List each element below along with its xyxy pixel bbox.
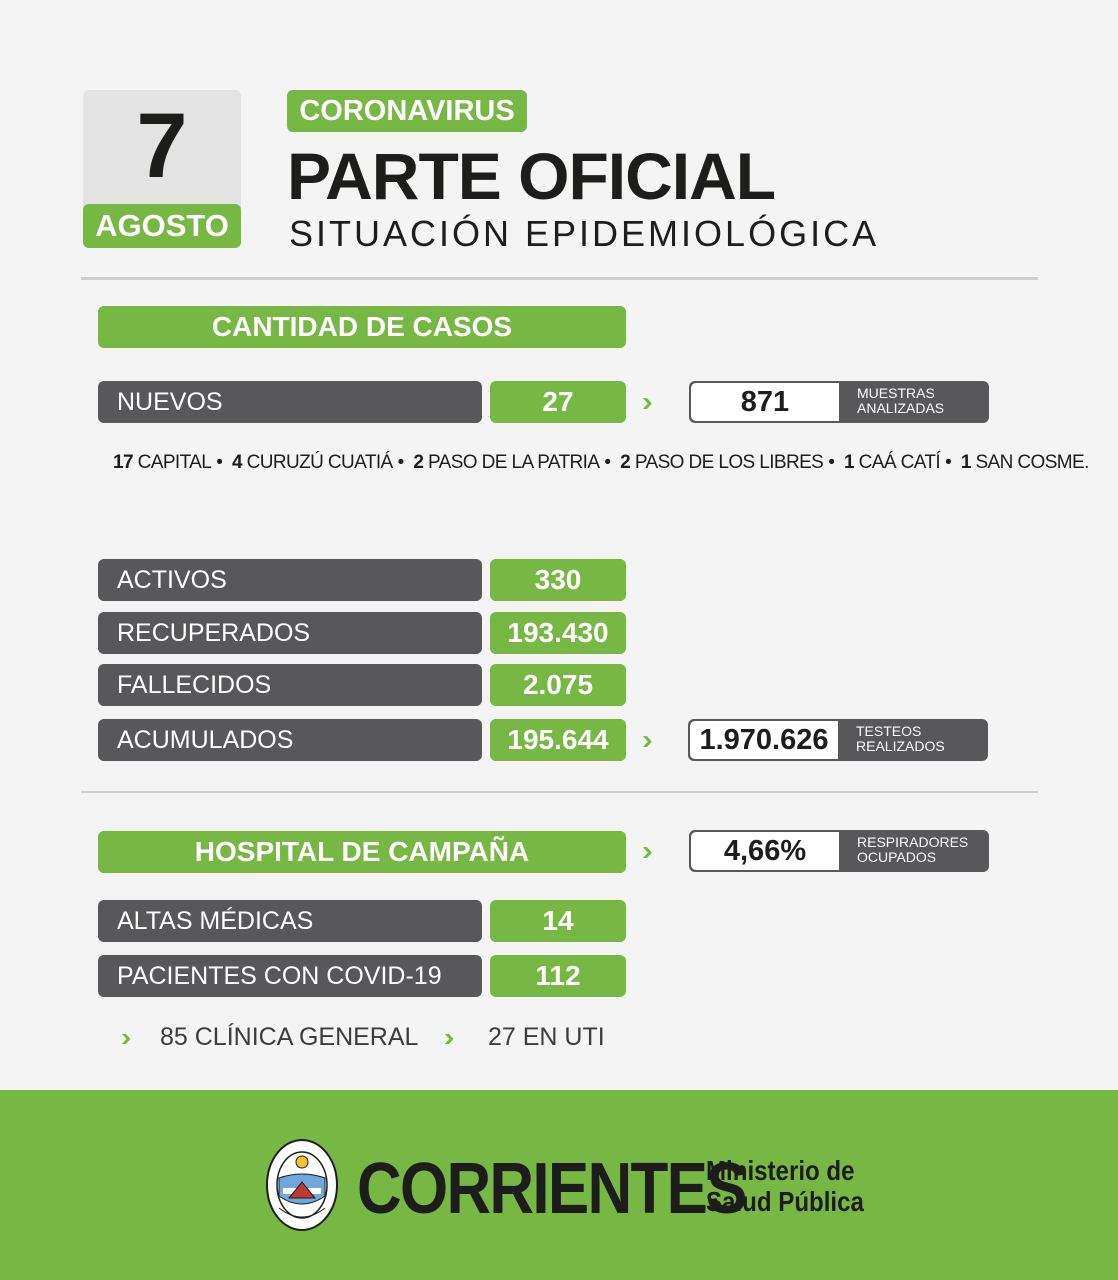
pacientes-value: 112 bbox=[490, 955, 626, 997]
respiradores-label: RESPIRADORES OCUPADOS bbox=[857, 834, 969, 865]
recuperados-value: 193.430 bbox=[490, 612, 626, 654]
nuevos-label: NUEVOS bbox=[98, 381, 482, 423]
pacientes-label: PACIENTES CON COVID-19 bbox=[98, 955, 482, 997]
divider bbox=[81, 791, 1038, 793]
divider bbox=[81, 277, 1038, 280]
clinica-general-note: 85 CLÍNICA GENERAL bbox=[160, 1023, 419, 1051]
muestras-label: MUESTRAS ANALIZADAS bbox=[857, 385, 945, 416]
cases-section-title: CANTIDAD DE CASOS bbox=[98, 306, 626, 348]
chevron-double-right-icon: ›› bbox=[444, 1022, 448, 1052]
acumulados-label: ACUMULADOS bbox=[98, 719, 482, 761]
activos-label: ACTIVOS bbox=[98, 559, 482, 601]
date-month: AGOSTO bbox=[83, 204, 241, 248]
testeos-box bbox=[688, 719, 988, 761]
corrientes-brand: CORRIENTES bbox=[357, 1149, 746, 1229]
page-subtitle: SITUACIÓN EPIDEMIOLÓGICA bbox=[289, 213, 880, 254]
ministry-name: Ministerio de Salud Pública bbox=[706, 1155, 864, 1217]
hospital-section-title: HOSPITAL DE CAMPAÑA bbox=[98, 831, 626, 873]
respiradores-value: 4,66% bbox=[691, 832, 839, 870]
testeos-label: TESTEOS REALIZADOS bbox=[856, 723, 945, 754]
fallecidos-label: FALLECIDOS bbox=[98, 664, 482, 706]
respiradores-box bbox=[689, 830, 989, 872]
testeos-value: 1.970.626 bbox=[690, 721, 838, 759]
chevron-double-right-icon: ›› bbox=[642, 835, 645, 866]
altas-value: 14 bbox=[490, 900, 626, 942]
date-day: 7 bbox=[136, 95, 188, 197]
muestras-box bbox=[689, 381, 989, 423]
uti-note: 27 EN UTI bbox=[488, 1023, 605, 1051]
fallecidos-value: 2.075 bbox=[490, 664, 626, 706]
coronavirus-tag: CORONAVIRUS bbox=[287, 90, 527, 132]
chevron-double-right-icon: ›› bbox=[642, 386, 645, 417]
cases-breakdown: 17 CAPITAL • 4 CURUZÚ CUATIÁ • 2 PASO DE LA PATRIA • 2 PASO DE LOS LIBRES • 1 CAÁ CATÍ • 1 SAN COSME. bbox=[113, 452, 1089, 473]
recuperados-label: RECUPERADOS bbox=[98, 612, 482, 654]
page-title: PARTE OFICIAL bbox=[287, 139, 776, 213]
chevron-double-right-icon: ›› bbox=[121, 1022, 125, 1052]
activos-value: 330 bbox=[490, 559, 626, 601]
nuevos-value: 27 bbox=[490, 381, 626, 423]
muestras-value: 871 bbox=[691, 383, 839, 421]
chevron-double-right-icon: ›› bbox=[642, 724, 645, 755]
provincial-seal-icon bbox=[265, 1138, 339, 1232]
altas-label: ALTAS MÉDICAS bbox=[98, 900, 482, 942]
acumulados-value: 195.644 bbox=[490, 719, 626, 761]
